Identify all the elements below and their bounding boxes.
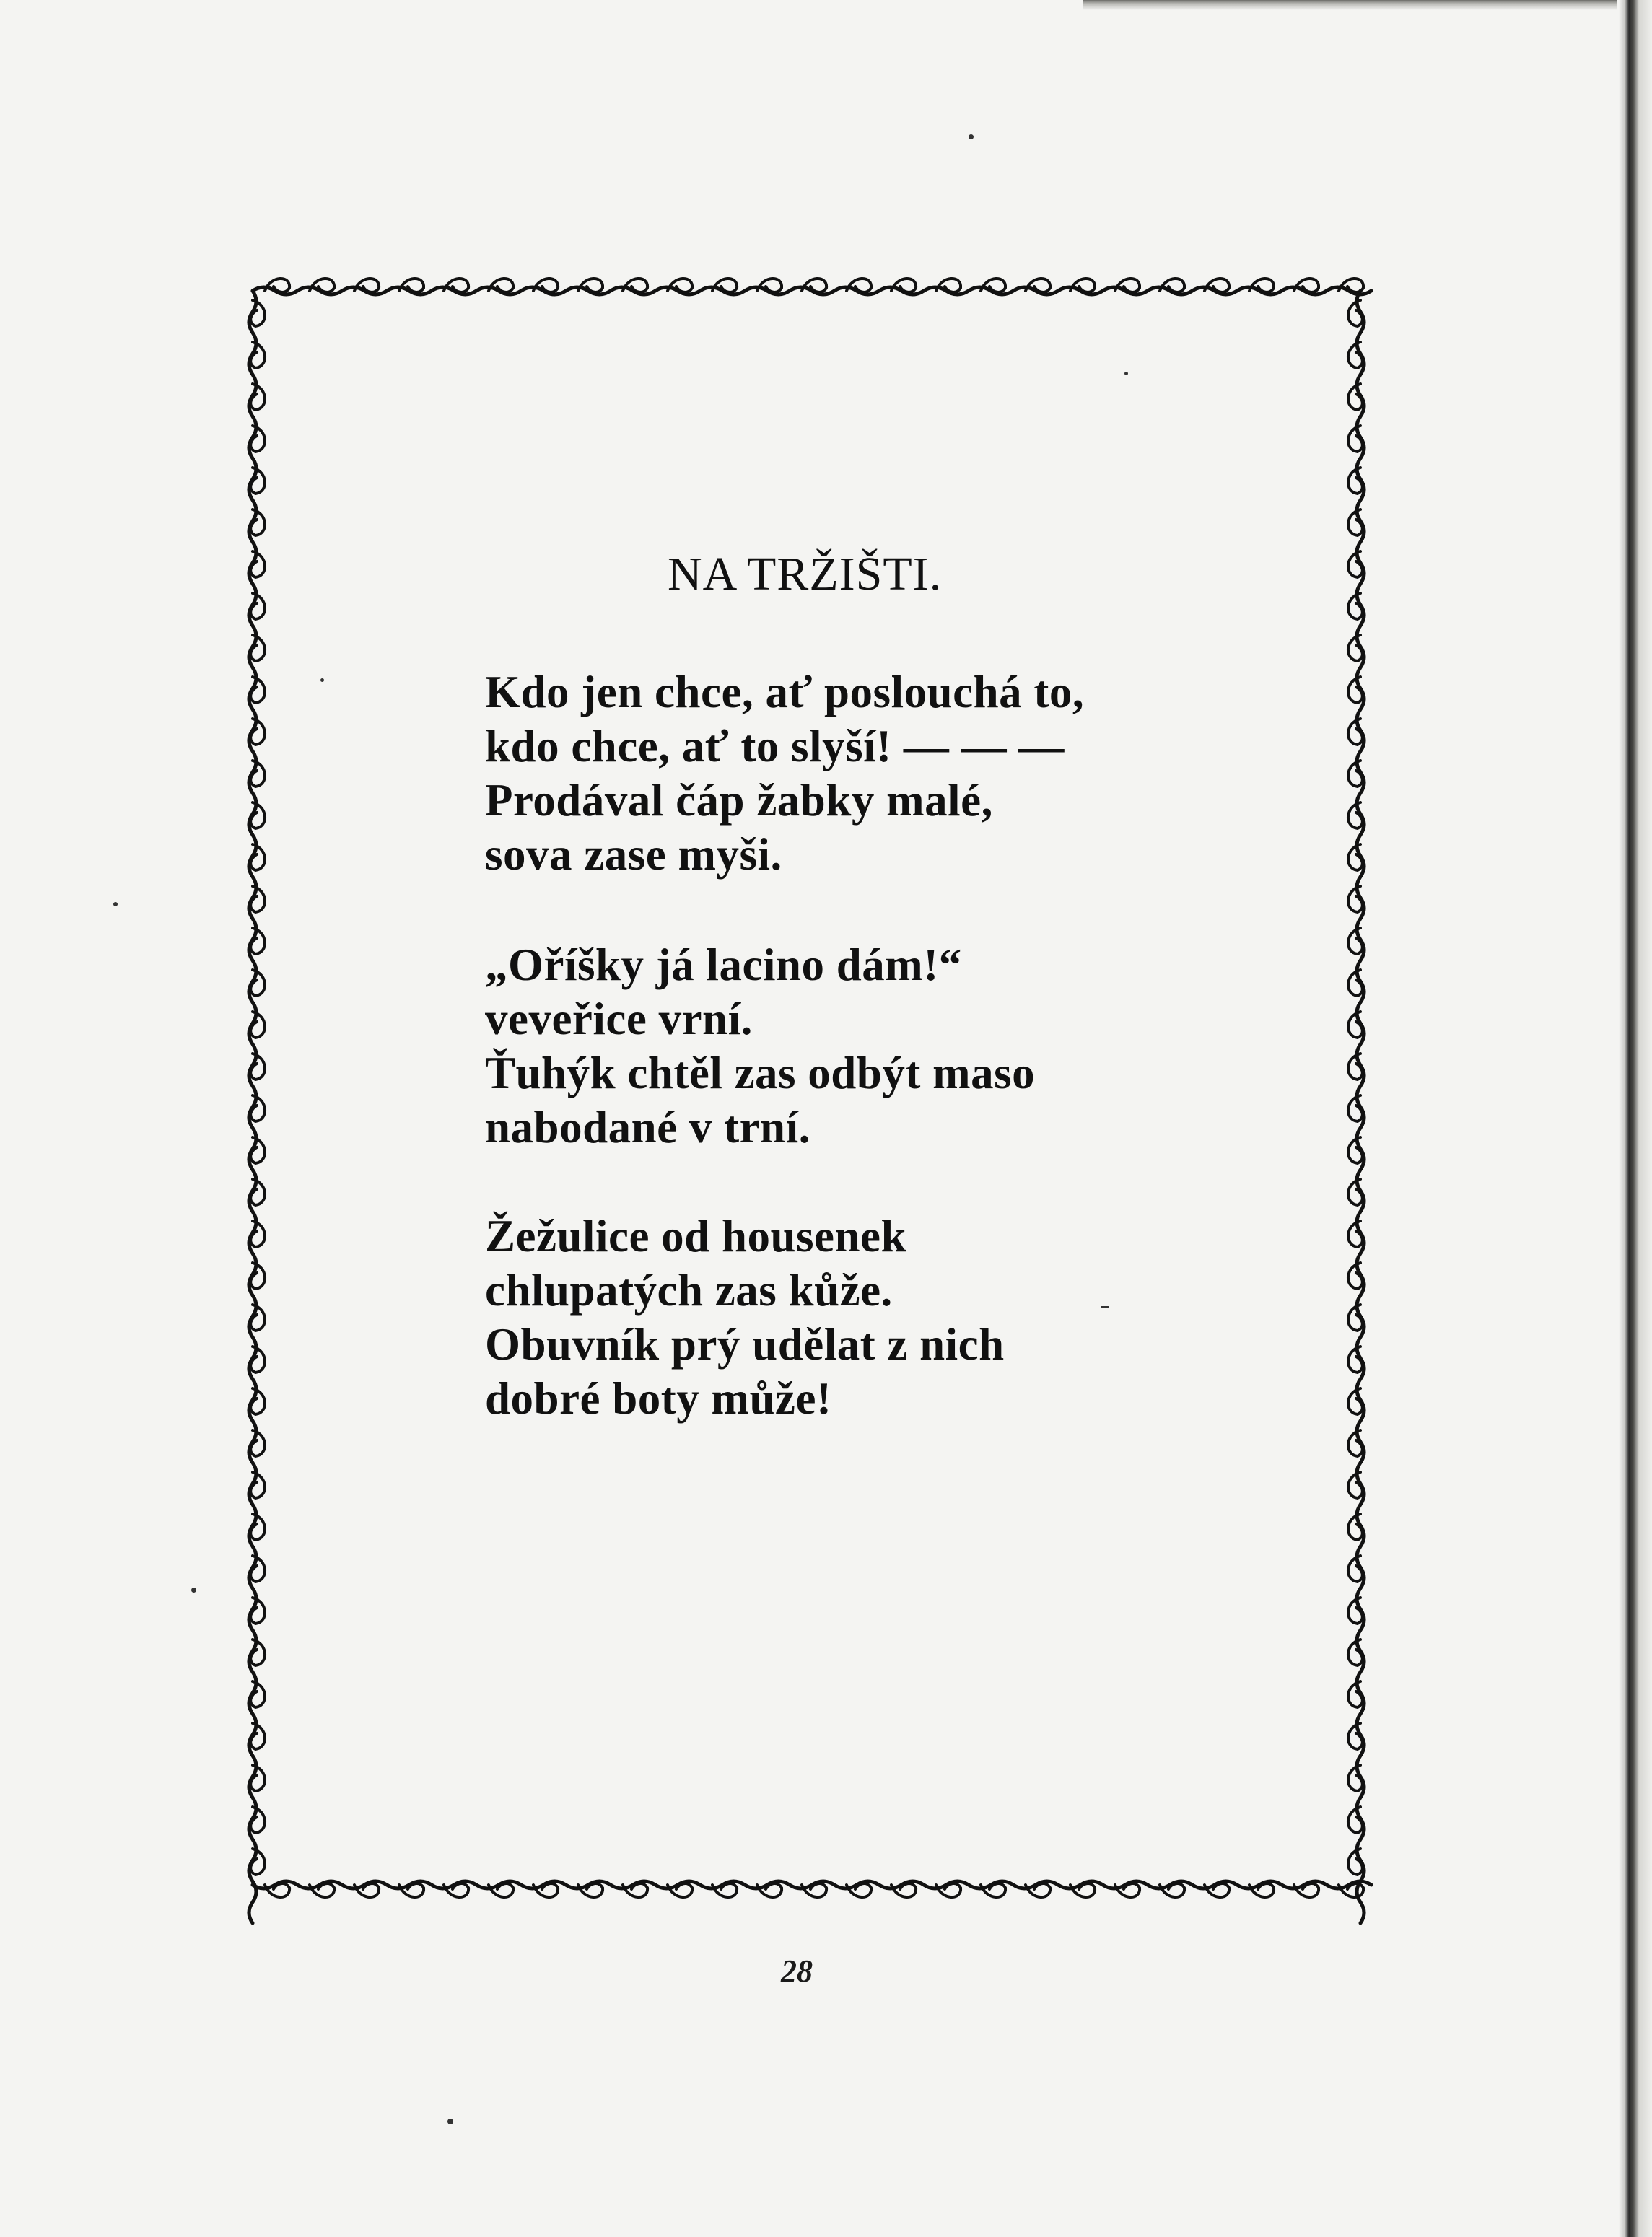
vine-segment [1348, 970, 1363, 996]
vine-segment [668, 279, 692, 292]
vine-segment [1348, 426, 1363, 452]
scan-speck [1124, 372, 1128, 375]
vine-segment [1348, 802, 1363, 828]
vine-segment [802, 279, 826, 292]
page-number: 28 [781, 1953, 813, 1989]
scan-speck [969, 134, 974, 139]
vine-segment [354, 1883, 379, 1897]
vine-segment [1348, 1681, 1363, 1707]
vine-segment [712, 1883, 737, 1897]
vine-segment [250, 802, 265, 828]
vine-segment [1348, 1430, 1363, 1456]
vine-segment [533, 1883, 558, 1897]
vine-segment [1348, 551, 1363, 577]
vine-segment [1348, 1388, 1363, 1414]
vine-segment [1348, 844, 1363, 870]
vine-segment [250, 928, 265, 954]
vine-segment [250, 1598, 265, 1624]
poem-line: Žežulice od housenek [485, 1211, 907, 1261]
vine-segment [1348, 1012, 1363, 1038]
scan-speck [113, 902, 118, 906]
vine-segment [1348, 1054, 1363, 1080]
vine-segment [250, 1179, 265, 1205]
vine-segment [250, 844, 265, 870]
vine-segment [981, 1883, 1005, 1897]
vine-segment [250, 1640, 265, 1665]
vine-segment [1348, 1347, 1363, 1373]
vine-segment [1348, 928, 1363, 954]
vine-segment [250, 1137, 265, 1163]
vine-segment [1348, 1765, 1363, 1791]
vine-segment [489, 279, 513, 292]
vine-segment [1348, 509, 1363, 535]
vine-segment [1348, 761, 1363, 787]
vine-segment [1070, 1883, 1095, 1897]
vine-segment [250, 1681, 265, 1707]
poem-line: chlupatých zas kůže. [485, 1265, 893, 1316]
vine-segment [250, 719, 265, 745]
poem-line: Prodával čáp žabky malé, [485, 775, 993, 826]
vine-segment [444, 1883, 468, 1897]
vine-segment [250, 1472, 265, 1498]
vine-segment [250, 1556, 265, 1582]
vine-segment [936, 279, 961, 292]
vine-segment [1348, 635, 1363, 661]
poem-line: „Oříšky já lacino dám!“ [485, 940, 962, 990]
vine-segment [250, 468, 265, 494]
poem-line: Kdo jen chce, ať poslouchá to, [485, 667, 1085, 717]
vine-segment [250, 1054, 265, 1080]
vine-segment [1348, 1723, 1363, 1749]
vine-segment [1115, 279, 1140, 292]
vine-segment [1160, 1883, 1184, 1897]
vine-segment [1026, 1883, 1050, 1897]
vine-segment [250, 1723, 265, 1749]
scan-speck [447, 2119, 453, 2124]
vine-segment [489, 1883, 513, 1897]
vine-segment [250, 1263, 265, 1289]
vine-segment [250, 1305, 265, 1331]
vine-segment [250, 1807, 265, 1833]
vine-segment [1294, 1883, 1319, 1897]
vine-segment [250, 1095, 265, 1121]
vine-segment [578, 279, 603, 292]
vine-segment [250, 1388, 265, 1414]
poem-line: dobré boty může! [485, 1373, 832, 1424]
vine-segment [250, 1765, 265, 1791]
vine-segment [802, 1883, 826, 1897]
vine-segment [1348, 1472, 1363, 1498]
scan-speck [1101, 1306, 1109, 1308]
vine-segment [1348, 1598, 1363, 1624]
vine-segment [250, 1430, 265, 1456]
vine-segment [265, 279, 289, 292]
vine-segment [1348, 1556, 1363, 1582]
vine-segment [1249, 1883, 1274, 1897]
vine-segment [1348, 300, 1363, 326]
vine-segment [250, 426, 265, 452]
vine-segment [1348, 342, 1363, 368]
vine-segment [712, 279, 737, 292]
vine-segment [847, 279, 871, 292]
vine-segment [1070, 279, 1095, 292]
vine-segment [250, 1514, 265, 1540]
vine-segment [310, 279, 334, 292]
vine-segment [250, 886, 265, 912]
vine-segment [847, 1883, 871, 1897]
vine-segment [1348, 468, 1363, 494]
vine-segment [1348, 1849, 1363, 1875]
vine-segment [1348, 1807, 1363, 1833]
stanza-3 [485, 1209, 1005, 1426]
vine-segment [1348, 1263, 1363, 1289]
vine-segment [936, 1883, 961, 1897]
stanza-1 [485, 665, 1084, 882]
vine-segment [250, 970, 265, 996]
vine-segment [623, 1883, 647, 1897]
poem-line: sova zase myši. [485, 829, 782, 880]
vine-segment [757, 279, 782, 292]
vine-segment [1205, 1883, 1229, 1897]
vine-segment [1294, 279, 1319, 292]
vine-segment [578, 1883, 603, 1897]
vine-segment [1205, 279, 1229, 292]
vine-segment [1249, 279, 1274, 292]
vine-segment [1348, 886, 1363, 912]
vine-segment [399, 279, 424, 292]
vine-segment [757, 1883, 782, 1897]
vine-segment [250, 1012, 265, 1038]
vine-segment [1348, 677, 1363, 703]
vine-segment [623, 279, 647, 292]
vine-segment [354, 279, 379, 292]
poem-line: Ťuhýk chtěl zas odbýt maso [485, 1048, 1036, 1098]
vine-segment [1348, 1514, 1363, 1540]
vine-segment [533, 279, 558, 292]
vine-segment [250, 677, 265, 703]
scan-speck [320, 678, 324, 682]
vine-segment [250, 384, 265, 410]
vine-segment [250, 509, 265, 535]
vine-segment [250, 551, 265, 577]
vine-segment [1348, 1137, 1363, 1163]
poem-line: veveřice vrní. [485, 994, 753, 1044]
poem-line: kdo chce, ať to slyší! — — — [485, 721, 1065, 771]
vine-segment [1160, 279, 1184, 292]
vine-segment [444, 279, 468, 292]
vine-segment [250, 300, 265, 326]
vine-segment [891, 279, 916, 292]
vine-segment [668, 1883, 692, 1897]
vine-segment [1348, 1179, 1363, 1205]
vine-segment [1348, 593, 1363, 619]
vine-segment [1026, 279, 1050, 292]
poem-line: nabodané v trní. [485, 1102, 810, 1152]
vine-segment [1348, 1305, 1363, 1331]
vine-segment [891, 1883, 916, 1897]
vine-segment [250, 761, 265, 787]
vine-segment [981, 279, 1005, 292]
vine-segment [1348, 1640, 1363, 1665]
vine-segment [250, 635, 265, 661]
poem-title: NA TRŽIŠTI. [668, 548, 943, 600]
vine-segment [1348, 1221, 1363, 1247]
vine-segment [250, 593, 265, 619]
vine-segment [250, 342, 265, 368]
poem-line: Obuvník prý udělat z nich [485, 1319, 1005, 1370]
vine-segment [1348, 384, 1363, 410]
vine-segment [1348, 719, 1363, 745]
stanza-2 [485, 938, 1035, 1155]
scan-speck [191, 1588, 196, 1593]
vine-segment [310, 1883, 334, 1897]
vine-segment [399, 1883, 424, 1897]
vine-segment [1115, 1883, 1140, 1897]
vine-segment [250, 1221, 265, 1247]
vine-segment [265, 1883, 289, 1897]
vine-segment [250, 1347, 265, 1373]
vine-segment [1348, 1095, 1363, 1121]
vine-segment [250, 1849, 265, 1875]
